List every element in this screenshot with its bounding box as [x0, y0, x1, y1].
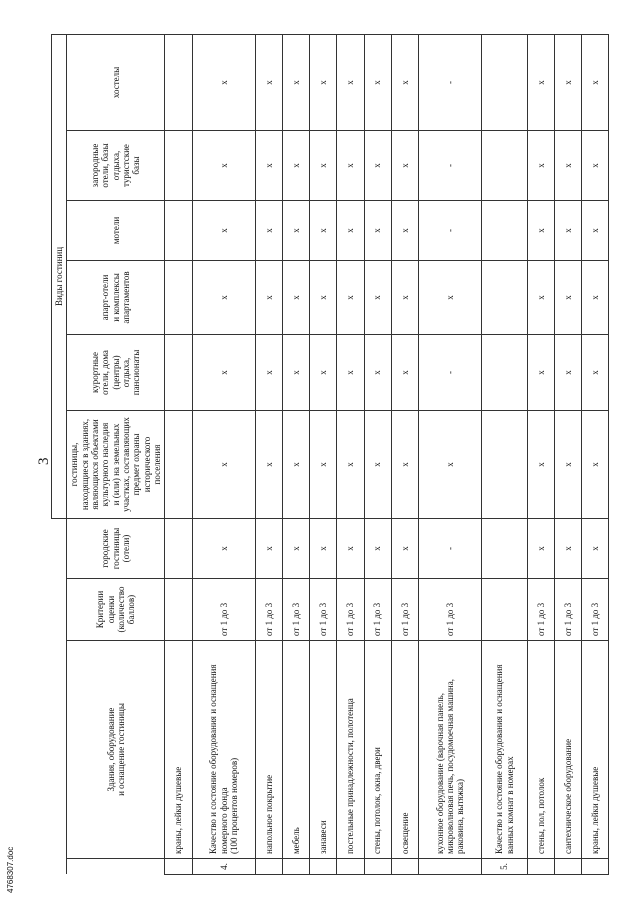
row-mark: x: [310, 131, 337, 201]
row-item: занавеси: [310, 641, 337, 859]
rotated-landscape-content: [30, 35, 610, 875]
row-number: [364, 859, 391, 875]
row-mark: x: [554, 34, 581, 130]
row-number: 4.: [192, 859, 256, 875]
row-item: освещение: [391, 641, 418, 859]
row-mark: -: [418, 335, 482, 411]
row-criteria: от 1 до 3: [527, 579, 554, 641]
row-mark: x: [310, 261, 337, 335]
row-item: сантехническое оборудование: [554, 641, 581, 859]
table-row: [364, 34, 391, 874]
row-number: [581, 859, 608, 875]
row-mark: x: [391, 201, 418, 261]
row-mark: x: [283, 131, 310, 201]
row-mark: x: [364, 519, 391, 579]
row-mark: x: [527, 201, 554, 261]
hotel-type-column-header: апарт-отели и комплексы апартаментов: [67, 261, 165, 335]
table-row: [283, 34, 310, 874]
row-mark: x: [391, 261, 418, 335]
row-mark: -: [418, 519, 482, 579]
row-mark: x: [364, 201, 391, 261]
row-mark: x: [527, 411, 554, 519]
row-mark: x: [192, 519, 256, 579]
hotel-type-column-header: гостиницы, находящиеся в зданиях, являющихся объектами культурного наследия и (или) на земельных участках, составляющих предмет охраны исторического поселения: [67, 411, 165, 519]
row-number: [337, 859, 364, 875]
hotel-type-column-header: курортные отели, дома (центры) отдыха, пансионаты: [67, 335, 165, 411]
row-mark: x: [391, 335, 418, 411]
row-mark: x: [283, 335, 310, 411]
row-mark: x: [337, 261, 364, 335]
row-mark: x: [310, 411, 337, 519]
table-row: [310, 34, 337, 874]
row-mark: x: [364, 34, 391, 130]
row-mark: [482, 519, 527, 579]
column-header-row: [67, 34, 165, 874]
row-criteria: от 1 до 3: [554, 579, 581, 641]
row-mark: x: [256, 519, 283, 579]
row-mark: x: [192, 335, 256, 411]
row-mark: [482, 411, 527, 519]
table-row: [256, 34, 283, 874]
row-mark: x: [337, 411, 364, 519]
row-mark: x: [192, 201, 256, 261]
row-mark: x: [283, 34, 310, 130]
table-body: [165, 34, 609, 874]
row-criteria: [165, 579, 192, 641]
row-number: 5.: [482, 859, 527, 875]
row-criteria: от 1 до 3: [337, 579, 364, 641]
row-mark: x: [581, 201, 608, 261]
row-mark: x: [554, 261, 581, 335]
row-mark: x: [554, 519, 581, 579]
row-criteria: от 1 до 3: [192, 579, 256, 641]
row-mark: [165, 519, 192, 579]
row-mark: x: [192, 411, 256, 519]
document-filename: 4768307.doc: [6, 846, 15, 893]
hotel-type-column-header: мотели: [67, 201, 165, 261]
row-mark: x: [364, 335, 391, 411]
row-mark: x: [581, 131, 608, 201]
row-item: Качество и состояние оборудования и оснащения номерного фонда (100 процентов номеров): [192, 641, 256, 859]
row-number: [391, 859, 418, 875]
row-item: Качество и состояние оборудования и оснащения ванных комнат в номерах: [482, 641, 527, 859]
row-mark: x: [554, 201, 581, 261]
row-mark: x: [527, 34, 554, 130]
row-mark: x: [391, 34, 418, 130]
row-mark: x: [310, 335, 337, 411]
hotel-type-column-header: хостелы: [67, 34, 165, 130]
row-criteria: от 1 до 3: [418, 579, 482, 641]
row-mark: [482, 335, 527, 411]
page-number: 3: [36, 457, 52, 465]
row-mark: x: [581, 261, 608, 335]
row-mark: x: [310, 519, 337, 579]
row-mark: x: [391, 131, 418, 201]
row-mark: [165, 261, 192, 335]
row-mark: -: [418, 201, 482, 261]
row-number: [283, 859, 310, 875]
row-mark: x: [192, 34, 256, 130]
row-mark: x: [310, 201, 337, 261]
row-mark: x: [192, 261, 256, 335]
row-mark: [482, 34, 527, 130]
row-mark: x: [527, 131, 554, 201]
row-mark: x: [364, 261, 391, 335]
row-mark: -: [418, 131, 482, 201]
row-mark: x: [554, 411, 581, 519]
row-mark: -: [418, 34, 482, 130]
row-mark: x: [283, 201, 310, 261]
row-mark: x: [337, 34, 364, 130]
row-mark: x: [391, 411, 418, 519]
row-mark: [165, 411, 192, 519]
row-mark: x: [527, 335, 554, 411]
table-row: [391, 34, 418, 874]
row-mark: x: [310, 34, 337, 130]
table-row: [165, 34, 192, 874]
row-item: кухонное оборудование (варочная панель, микроволновая печь, посудомоечная машина, раковина, вытяжка): [418, 641, 482, 859]
row-mark: x: [581, 519, 608, 579]
row-number: [310, 859, 337, 875]
row-mark: x: [391, 519, 418, 579]
row-mark: x: [364, 411, 391, 519]
row-mark: x: [256, 34, 283, 130]
hotel-criteria-table: [51, 34, 609, 875]
row-mark: x: [283, 261, 310, 335]
row-item: мебель: [283, 641, 310, 859]
hotel-type-column-header: городские гостиницы (отели): [67, 519, 165, 579]
row-criteria: от 1 до 3: [581, 579, 608, 641]
row-item: напольное покрытие: [256, 641, 283, 859]
row-mark: x: [554, 335, 581, 411]
row-mark: x: [283, 411, 310, 519]
row-mark: x: [337, 519, 364, 579]
row-item: краны, лейки душевые: [165, 641, 192, 859]
row-criteria: от 1 до 3: [283, 579, 310, 641]
row-number: [256, 859, 283, 875]
row-criteria: от 1 до 3: [391, 579, 418, 641]
row-mark: x: [337, 335, 364, 411]
row-mark: x: [581, 411, 608, 519]
row-mark: x: [581, 335, 608, 411]
row-criteria: от 1 до 3: [364, 579, 391, 641]
row-mark: x: [527, 261, 554, 335]
criteria-column-header: Критерии оценки (количество баллов): [67, 579, 165, 641]
table-row: [554, 34, 581, 874]
table-row: [581, 34, 608, 874]
row-mark: x: [418, 411, 482, 519]
row-mark: [482, 131, 527, 201]
row-mark: x: [554, 131, 581, 201]
row-item: краны, лейки душевые: [581, 641, 608, 859]
hotel-type-column-header: загородные отели, базы отдыха, туристские базы: [67, 131, 165, 201]
row-mark: x: [581, 34, 608, 130]
row-number: [554, 859, 581, 875]
row-mark: [482, 261, 527, 335]
row-criteria: [482, 579, 527, 641]
row-mark: x: [256, 411, 283, 519]
row-mark: x: [256, 131, 283, 201]
row-mark: x: [256, 335, 283, 411]
row-mark: x: [527, 519, 554, 579]
row-item: стены, потолок, окна, двери: [364, 641, 391, 859]
hotel-types-group-header: Виды гостиниц: [52, 34, 67, 518]
row-criteria: от 1 до 3: [256, 579, 283, 641]
row-mark: [165, 201, 192, 261]
row-mark: x: [192, 131, 256, 201]
table-row: [418, 34, 482, 874]
row-mark: x: [337, 201, 364, 261]
table-row: [527, 34, 554, 874]
row-mark: x: [364, 131, 391, 201]
row-mark: [165, 335, 192, 411]
row-item: постельные принадлежности, полотенца: [337, 641, 364, 859]
row-mark: x: [256, 261, 283, 335]
table-row: [482, 34, 527, 874]
row-number: [527, 859, 554, 875]
row-number: [165, 859, 192, 875]
row-number: [418, 859, 482, 875]
row-mark: x: [283, 519, 310, 579]
table-row: [337, 34, 364, 874]
row-mark: [165, 34, 192, 130]
row-mark: [482, 201, 527, 261]
row-mark: x: [337, 131, 364, 201]
row-mark: x: [256, 201, 283, 261]
item-column-header: Здания, оборудование и оснащение гостиницы: [67, 641, 165, 859]
row-criteria: от 1 до 3: [310, 579, 337, 641]
table-row: [192, 34, 256, 874]
row-mark: x: [418, 261, 482, 335]
row-mark: [165, 131, 192, 201]
row-item: стены, пол, потолок: [527, 641, 554, 859]
